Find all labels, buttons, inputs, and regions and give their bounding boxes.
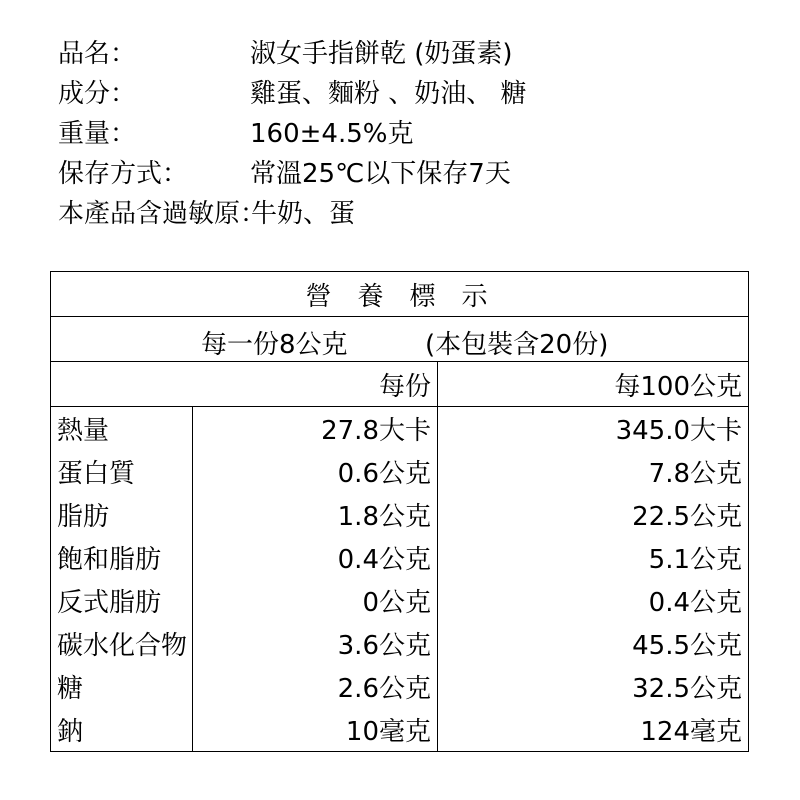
nutrient-per-100g: 7.8公克 xyxy=(438,450,749,493)
storage-row xyxy=(58,154,758,194)
serving-cell xyxy=(51,317,749,362)
nutrition-title-row xyxy=(51,272,749,317)
nutrition-table xyxy=(50,271,749,752)
storage-value: 常溫25℃以下保存7天 xyxy=(250,159,511,189)
nutrient-per-100g: 345.0大卡 xyxy=(438,407,749,451)
product-name-row xyxy=(58,34,758,74)
serving-size: 每一份8公克 xyxy=(201,330,348,360)
nutrient-name: 蛋白質 xyxy=(51,450,193,493)
table-row xyxy=(51,708,749,752)
ingredients-row xyxy=(58,74,758,114)
nutrient-per-100g: 124毫克 xyxy=(438,708,749,752)
nutrient-per-serving: 10毫克 xyxy=(193,708,438,752)
nutrient-per-serving: 0公克 xyxy=(193,579,438,622)
table-row xyxy=(51,450,749,493)
nutrition-title: 營養標示 xyxy=(51,272,749,317)
nutrient-name: 糖 xyxy=(51,665,193,708)
servings-per-pack: (本包裝含20份) xyxy=(425,330,609,360)
nutrient-name: 脂肪 xyxy=(51,493,193,536)
table-row xyxy=(51,665,749,708)
storage-label: 保存方式： xyxy=(58,159,189,189)
header-blank xyxy=(51,362,193,407)
nutrient-per-serving: 2.6公克 xyxy=(193,665,438,708)
column-header-row xyxy=(51,362,749,407)
nutrient-per-100g: 32.5公克 xyxy=(438,665,749,708)
weight-label: 重量： xyxy=(58,119,137,149)
header-per-serving: 每份 xyxy=(193,362,438,407)
nutrient-per-100g: 0.4公克 xyxy=(438,579,749,622)
nutrient-per-serving: 27.8大卡 xyxy=(193,407,438,451)
allergen-row xyxy=(58,194,758,234)
allergen-value: 牛奶、蛋 xyxy=(251,199,356,229)
nutrient-per-100g: 45.5公克 xyxy=(438,622,749,665)
weight-value: 160±4.5%克 xyxy=(250,119,414,149)
product-name-label: 品名： xyxy=(58,39,137,69)
nutrient-per-serving: 3.6公克 xyxy=(193,622,438,665)
table-row xyxy=(51,407,749,451)
nutrient-name: 鈉 xyxy=(51,708,193,752)
allergen-label: 本產品含過敏原： xyxy=(58,199,267,229)
header-per-100g: 每100公克 xyxy=(438,362,749,407)
nutrient-name: 反式脂肪 xyxy=(51,579,193,622)
nutrient-name: 碳水化合物 xyxy=(51,622,193,665)
table-row xyxy=(51,622,749,665)
nutrient-name: 熱量 xyxy=(51,407,193,451)
table-row xyxy=(51,493,749,536)
nutrient-per-serving: 0.4公克 xyxy=(193,536,438,579)
nutrient-per-100g: 22.5公克 xyxy=(438,493,749,536)
product-name-value: 淑女手指餅乾 (奶蛋素) xyxy=(250,39,513,69)
table-row xyxy=(51,579,749,622)
nutrient-per-serving: 0.6公克 xyxy=(193,450,438,493)
nutrient-per-100g: 5.1公克 xyxy=(438,536,749,579)
nutrient-name: 飽和脂肪 xyxy=(51,536,193,579)
serving-row xyxy=(51,317,749,362)
nutrient-per-serving: 1.8公克 xyxy=(193,493,438,536)
weight-row xyxy=(58,114,758,154)
product-info xyxy=(58,34,758,234)
ingredients-value: 雞蛋、麵粉 、奶油、 糖 xyxy=(250,79,527,109)
table-row xyxy=(51,536,749,579)
ingredients-label: 成分： xyxy=(58,79,137,109)
